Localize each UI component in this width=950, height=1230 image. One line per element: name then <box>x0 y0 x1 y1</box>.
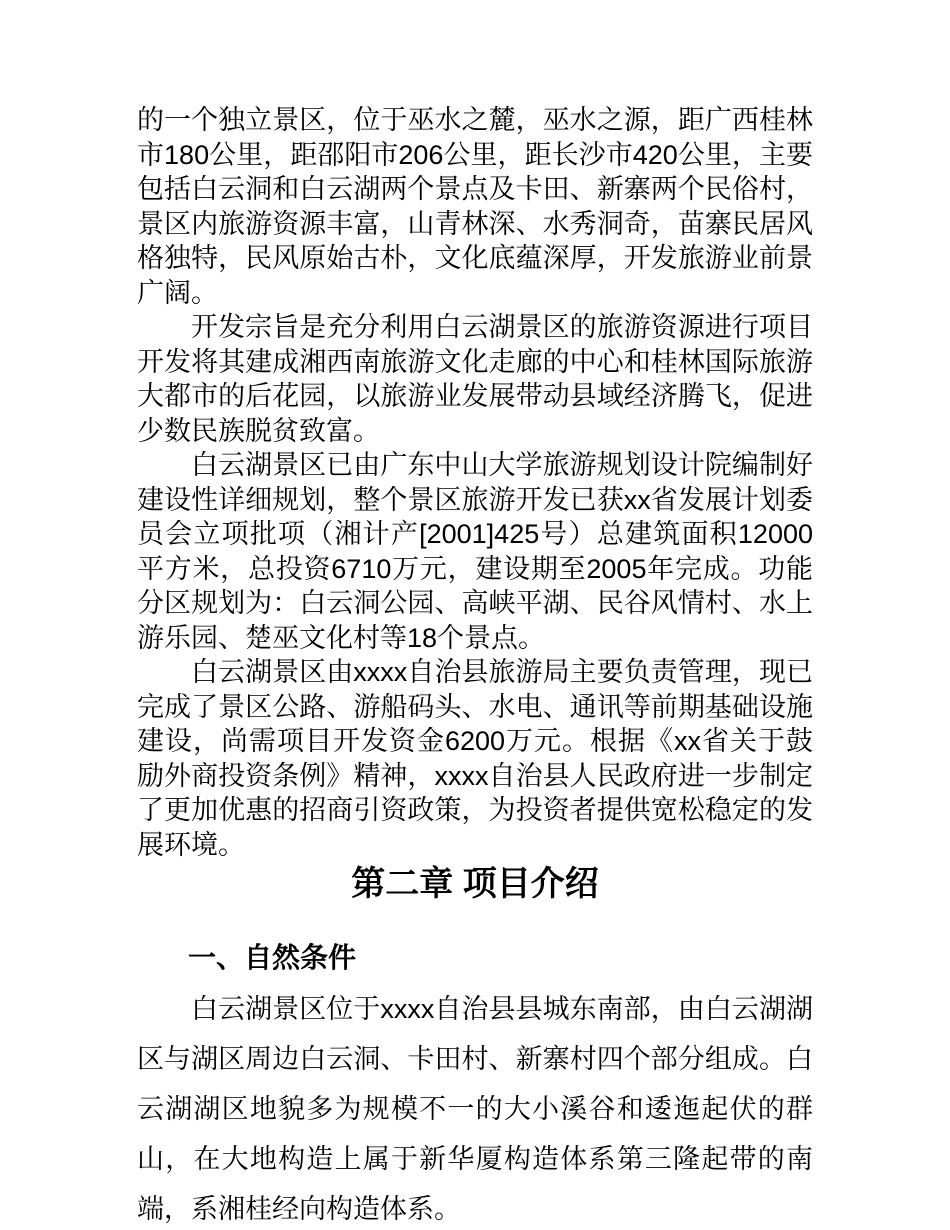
paragraph-natural-conditions: 白云湖景区位于xxxx自治县县城东南部，由白云湖湖区与湖区周边白云洞、卡田村、新寨村四个部分组成。白云湖湖区地貌多为规模不一的大小溪谷和逶迤起伏的群山，在大地构造上属于新华厦构造体系第三隆起带的南端，系湘桂经向构造体系。 <box>137 994 813 1224</box>
paragraph-development-purpose: 开发宗旨是充分利用白云湖景区的旅游资源进行项目开发将其建成湘西南旅游文化走廊的中心和桂林国际旅游大都市的后花园，以旅游业发展带动县域经济腾飞，促进少数民族脱贫致富。 <box>137 312 813 446</box>
paragraph-planning-approval: 白云湖景区已由广东中山大学旅游规划设计院编制好建设性详细规划，整个景区旅游开发已获xx省发展计划委员会立项批项（湘计产[2001]425号）总建筑面积12000平方米，总投资6710万元，建设期至2005年完成。功能分区规划为：白云洞公园、高峡平湖、民谷风情村、水上游乐园、楚巫文化村等18个景点。 <box>137 450 813 653</box>
chapter-heading: 第二章 项目介绍 <box>351 865 599 903</box>
paragraph-management-investment: 白云湖景区由xxxx自治县旅游局主要负责管理，现已完成了景区公路、游船码头、水电、通讯等前期基础设施建设，尚需项目开发资金6200万元。根据《xx省关于鼓励外商投资条例》精神，xxxx自治县人民政府进一步制定了更加优惠的招商引资政策，为投资者提供宽松稳定的发展环境。 <box>137 657 813 860</box>
section-heading: 一、自然条件 <box>188 942 357 973</box>
paragraph-continuation: 的一个独立景区，位于巫水之麓，巫水之源，距广西桂林市180公里，距邵阳市206公里，距长沙市420公里，主要包括白云洞和白云湖两个景点及卡田、新寨两个民俗村，景区内旅游资源丰富，山青林深、水秀洞奇，苗寨民居风格独特，民风原始古朴，文化底蕴深厚，开发旅游业前景广阔。 <box>137 105 813 308</box>
document-content <box>137 103 813 1230</box>
